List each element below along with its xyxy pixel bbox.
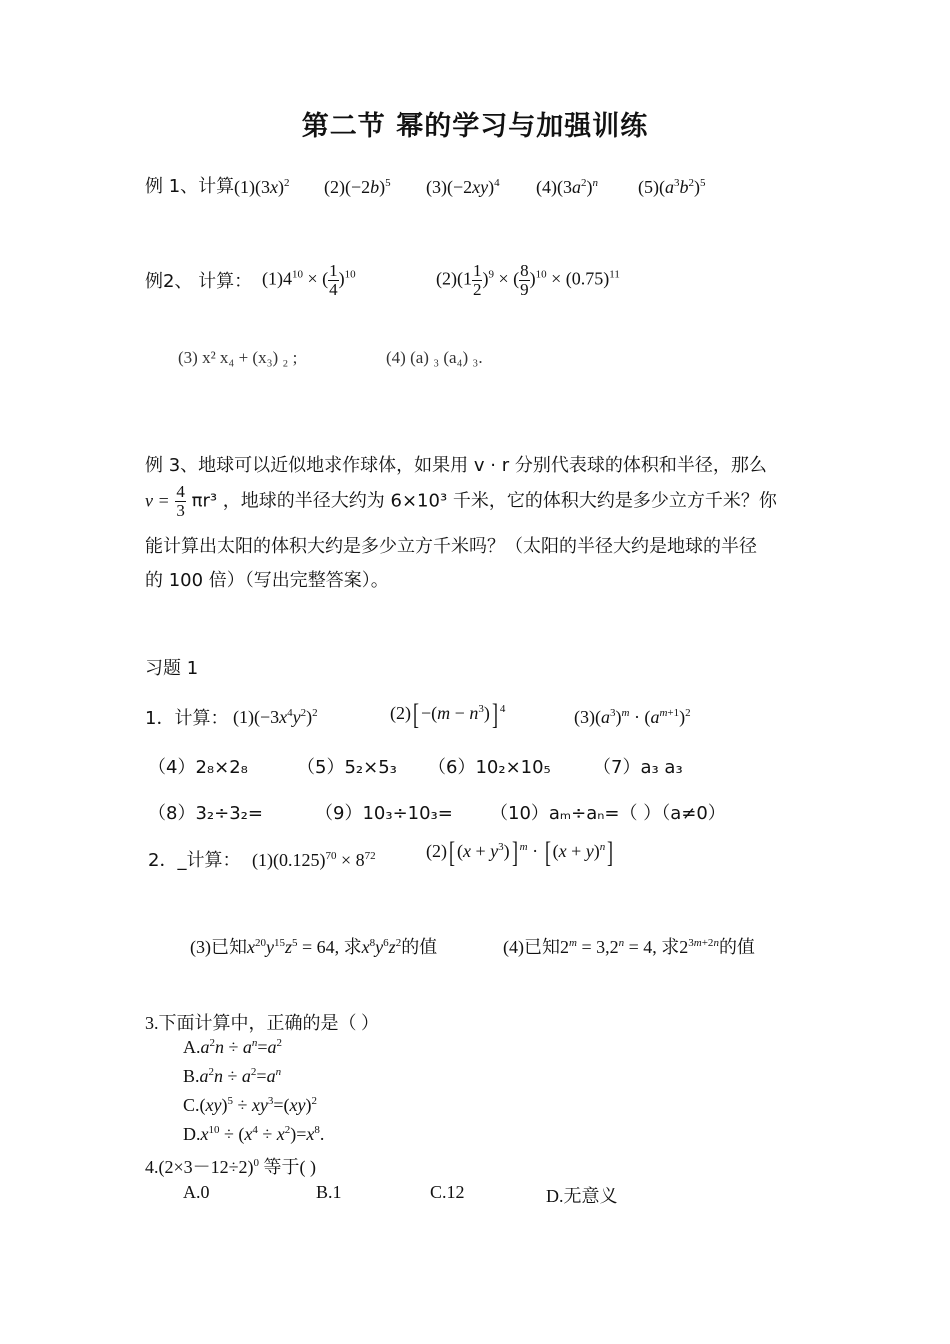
ex2-item1-fraction — [328, 262, 339, 299]
example-1-label: 例 1、计算 — [145, 176, 235, 197]
q4-option-c: C.12 — [430, 1182, 465, 1202]
ex2-item2-frac2-den: 9 — [520, 279, 529, 299]
ex2-item2-frac-num: 1 — [472, 261, 482, 280]
q3-option-a: $A.a^2n \div a^n=a^2$ — [183, 1037, 283, 1057]
q4-stem: $4.(2\times 3-12\div 2)^0$ 等于( ) — [145, 1157, 317, 1177]
q3-option-b: $B.a^2n \div a^2=a^n$ — [183, 1066, 282, 1086]
exercise-heading: 习题 1 — [145, 658, 199, 679]
q4-option-a: A.0 — [183, 1182, 210, 1202]
q1-label: 1．计算： — [145, 708, 229, 729]
q1-item-2: $(2)[ -(m - n^3)]$ $^4$ — [390, 698, 506, 731]
example-1-item-2: $(2)(-2b)^5$ — [324, 177, 391, 197]
example-2-item-4: (4) (a) ₃ (a₄) ₃. — [386, 348, 483, 367]
ex2-item2-exp: 9 — [488, 268, 494, 281]
ex2-item2-prefix: (2)(1 — [436, 268, 472, 289]
q1-row3-item-1: （8）3₂÷3₂= — [148, 803, 263, 824]
example-2-item-1: $(1)4^{10}$ × ( $\frac{1}{4}$ )$^{10}$ — [262, 261, 356, 299]
q1-row3-item-2: （9）10₃÷10₃= — [315, 803, 453, 824]
example-3-line-4: 的 100 倍）（写出完整答案）。 — [145, 570, 389, 591]
ex2-item1-frac-num: 1 — [329, 261, 338, 280]
q1-row2-item-3: （6）10₂×10₅ — [428, 757, 551, 778]
example-3-line-3: 能计算出太阳的体积大约是多少立方千米吗？（太阳的半径大约是地球的半径 — [145, 536, 757, 557]
example-2-item-2: (2)(1 $\frac{1}{2}$ )$^9$ × ( $\frac{8}{9}$ )$^{10} \times (0.75)^{11}$ — [436, 261, 620, 299]
example-3-line-2 — [145, 483, 777, 520]
ex3-fraction — [175, 483, 186, 520]
example-1-item-4: $(4)(3a^2)^n$ — [536, 177, 598, 197]
q1-row2-item-2: （5）5₂×5₃ — [297, 757, 397, 778]
ex2-item2-exp2: 10 — [535, 268, 547, 281]
q3-stem: 3.下面计算中，正确的是（ ） — [145, 1013, 379, 1033]
q1-item-1: $(1)(-3x^4y^2)^2$ — [233, 707, 318, 727]
ex2-item1-exp2: 10 — [344, 268, 356, 281]
q2-item-1: $(1)(0.125)^{70} \times 8^{72}$ — [252, 850, 376, 870]
example-1-item-1: $(1)(3x)^2$ — [234, 177, 290, 197]
q2-label: 2．_计算： — [148, 850, 241, 871]
q2-item-2: (2)[ $(x + y^3)$] $^m$ · [ $(x + y)^n$] — [426, 836, 614, 869]
ex2-item2-fraction-2 — [519, 262, 530, 299]
q3-option-c: $C.(xy)^5 \div xy^3=(xy)^2$ — [183, 1095, 317, 1115]
ex2-item2-fraction — [472, 262, 483, 299]
ex2-item2-exp3: 11 — [609, 268, 620, 281]
example-3-line-1: 例 3、地球可以近似地求作球体，如果用 v · r 分别代表球的体积和半径，那么 — [145, 455, 767, 476]
ex3-formula-v: v = — [145, 490, 170, 511]
ex3-frac-num: 4 — [176, 482, 185, 501]
ex2-item1-prefix: (1)4 — [262, 268, 292, 289]
example-2-item-3: (3) x² x₄ + (x₃) ₂ ; — [178, 348, 298, 367]
q4-option-d: D.无意义 — [546, 1186, 618, 1206]
ex2-item2-frac-den: 2 — [472, 279, 482, 299]
ex2-item1-exp: 10 — [292, 268, 303, 281]
ex2-item2-tail: × (0.75) — [551, 268, 610, 289]
q4-option-b: B.1 — [316, 1182, 342, 1202]
page-title: 第二节 幂的学习与加强训练 — [301, 111, 649, 142]
ex2-item2-frac2-num: 8 — [520, 261, 529, 280]
q2-item-4: (4)已知$2^m = 3,2^n = 4$, 求$2^{3m+2n}$的值 — [503, 937, 755, 957]
q1-item-3: $(3)(a^3)^m \cdot (a^{m+1})^2$ — [574, 707, 691, 727]
ex3-line-2-tail: πr³ ，地球的半径大约为 6×10³ 千米，它的体积大约是多少立方千米？你 — [191, 490, 777, 512]
example-1-item-5: $(5)(a^3b^2)^5$ — [638, 177, 706, 197]
example-1-item-3: $(3)(-2xy)^4$ — [426, 177, 500, 197]
q1-row2-item-4: （7）a₃ a₃ — [593, 757, 683, 778]
q2-item-3: (3)已知$x^{20}y^{15}z^5 = 64$, 求$x^8y^6z^2$的值 — [190, 937, 438, 957]
ex2-item1-frac-den: 4 — [329, 279, 338, 299]
q1-row3-item-3: （10）aₘ÷aₙ=（ ）（a≠0） — [490, 803, 726, 824]
ex3-frac-den: 3 — [176, 500, 185, 520]
example-2-label: 例2、 计算： — [145, 271, 253, 292]
q3-option-d: $D.x^{10} \div (x^4 \div x^2)=x^8$. — [183, 1124, 325, 1144]
q1-row2-item-1: （4）2₈×2₈ — [148, 757, 248, 778]
